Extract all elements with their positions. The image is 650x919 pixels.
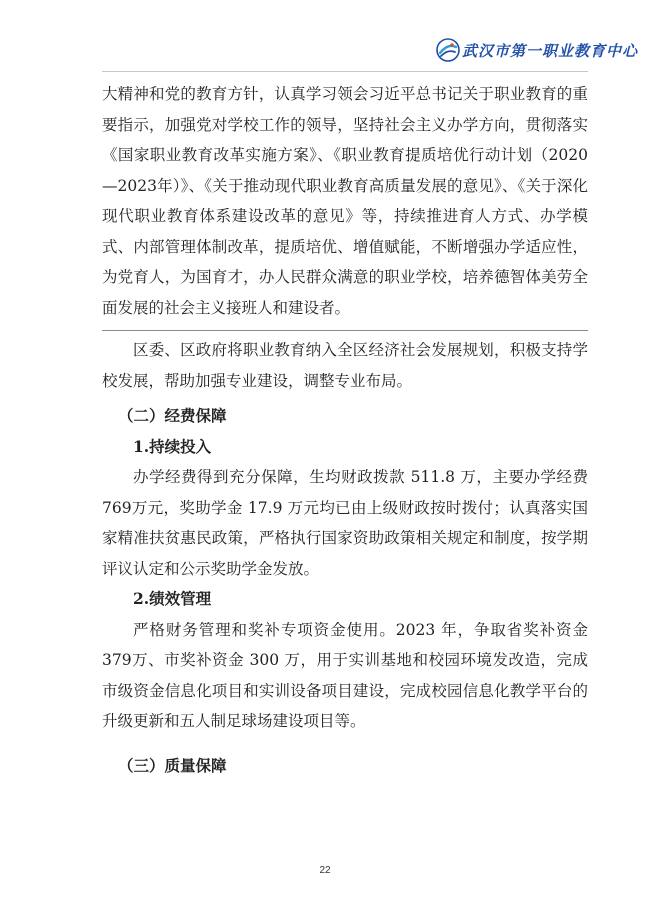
paragraph-performance: 严格财务管理和奖补专项资金使用。2023 年，争取省奖补资金 379万、市奖补资金 300 万，用于实训基地和校园环境发改造，完成市级资金信息化项目和实训设备项目建设，完成校园信息化教学平台的升级更新和五人制足球场建设项目等。 [102, 620, 588, 730]
paragraph-investment: 办学经费得到充分保障，生均财政拨款 511.8 万，主要办学经费 769万元，奖助学金 17.9 万元均已由上级财政按时拨付；认真落实国家精准扶贫惠民政策，严格执行国家资助政策相关规定和制度，按学期评议认定和公示奖助学金发放。 [102, 468, 588, 578]
page-number: 22 [319, 865, 331, 876]
subsection-heading-investment: 1.持续投入 [133, 436, 212, 456]
section-divider [102, 330, 588, 331]
section-heading-quality: （三）质量保障 [118, 755, 227, 775]
school-logo-icon [436, 38, 460, 62]
subsection-heading-performance: 2.绩效管理 [133, 589, 212, 608]
paragraph-government-support: 区委、区政府将职业教育纳入全区经济社会发展规划，积极支持学校发展，帮助加强专业建设，调整专业布局。 [102, 341, 588, 390]
document-body [102, 79, 588, 781]
page-header [0, 0, 650, 75]
paragraph-education-policy: 大精神和党的教育方针，认真学习领会习近平总书记关于职业教育的重要指示，加强党对学校工作的领导，坚持社会主义办学方向，贯彻落实《国家职业教育改革实施方案》、《职业教育提质培优行动计划（2020—2023年）》、《关于推动现代职业教育高质量发展的意见》、《关于深化现代职业教育体系建设改革的意见》等，持续推进育人方式、办学模式、内部管理体制改革，提质培优、增值赋能，不断增强办学适应性，为党育人，为国育才，办人民群众满意的职业学校，培养德智体美劳全面发展的社会主义接班人和建设者。 [102, 85, 588, 317]
organization-name: 武汉市第一职业教育中心 [462, 42, 639, 60]
section-heading-funding: （二）经费保障 [118, 406, 227, 425]
header-divider [102, 71, 588, 72]
